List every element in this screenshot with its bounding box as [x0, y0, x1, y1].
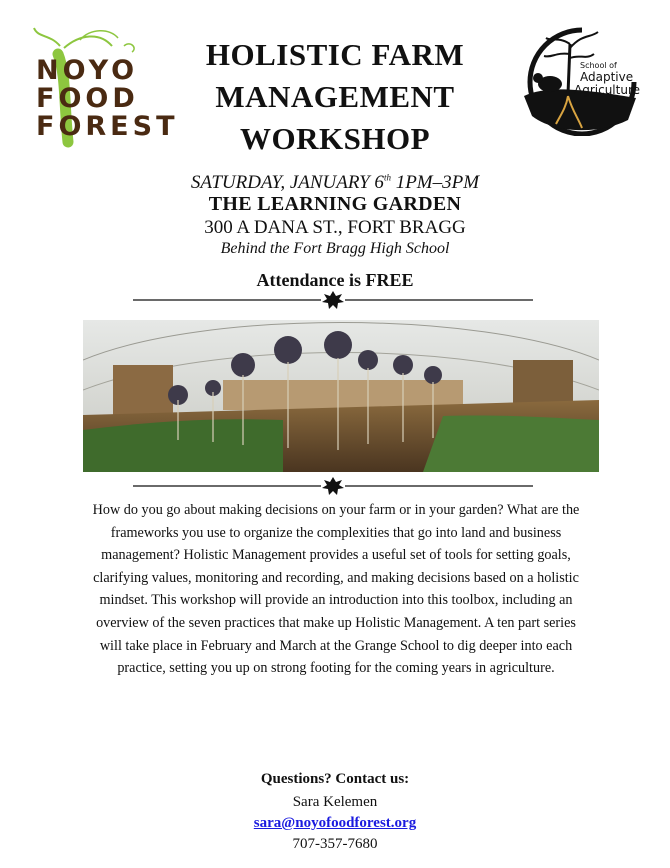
event-time: 1PM–3PM [390, 172, 480, 193]
title-line3: WORKSHOP [239, 121, 430, 156]
contact-email-link[interactable]: sara@noyofoodforest.org [253, 815, 417, 831]
school-logo-line2: Adaptive [580, 70, 634, 84]
school-logo-line1: School of [580, 61, 617, 70]
school-logo-line3: Agriculture [574, 83, 640, 97]
page-title [170, 34, 500, 160]
event-directions: Behind the Fort Bragg High School [220, 240, 450, 257]
noyo-logo-line1: NOYO [36, 55, 139, 86]
title-line2: MANAGEMENT [215, 79, 455, 114]
contact-name: Sara Kelemen [292, 794, 378, 810]
workshop-description: How do you go about making decisions on your farm or in your garden? What are the frameworks you use to organize the complexities that go into land and business management? Holistic Management provides a useful set of tools for setting goals, clarifying values, monitoring and recording, and making decisions based on a holistic mindset. This workshop will provide an introduction into this toolbox, including an overview of the seven practices that make up Holistic Management. A ten part series will take place in February and March at the Grange School to dig deeper into each practice, setting you up on strong footing for the coming years in agriculture. [92, 502, 580, 677]
contact-heading: Questions? Contact us: [260, 771, 410, 787]
ornament-divider-top [133, 291, 533, 309]
noyo-food-forest-logo [20, 24, 179, 149]
noyo-logo-line3: FOREST [36, 111, 179, 142]
title-line1: HOLISTIC FARM [205, 37, 465, 72]
attendance-note: Attendance is FREE [256, 270, 414, 290]
ornament-divider-bottom [133, 477, 533, 495]
date-ordinal: th [383, 172, 391, 183]
noyo-logo-line2: FOOD [36, 83, 139, 114]
event-date-time [0, 172, 670, 194]
contact-phone: 707-357-7680 [292, 836, 378, 852]
event-date: SATURDAY, JANUARY 6 [190, 172, 384, 193]
school-of-adaptive-agriculture-logo [516, 24, 648, 136]
event-venue: THE LEARNING GARDEN [208, 193, 462, 215]
event-address: 300 A DANA ST., FORT BRAGG [204, 217, 466, 238]
greenhouse-photo [83, 320, 599, 472]
